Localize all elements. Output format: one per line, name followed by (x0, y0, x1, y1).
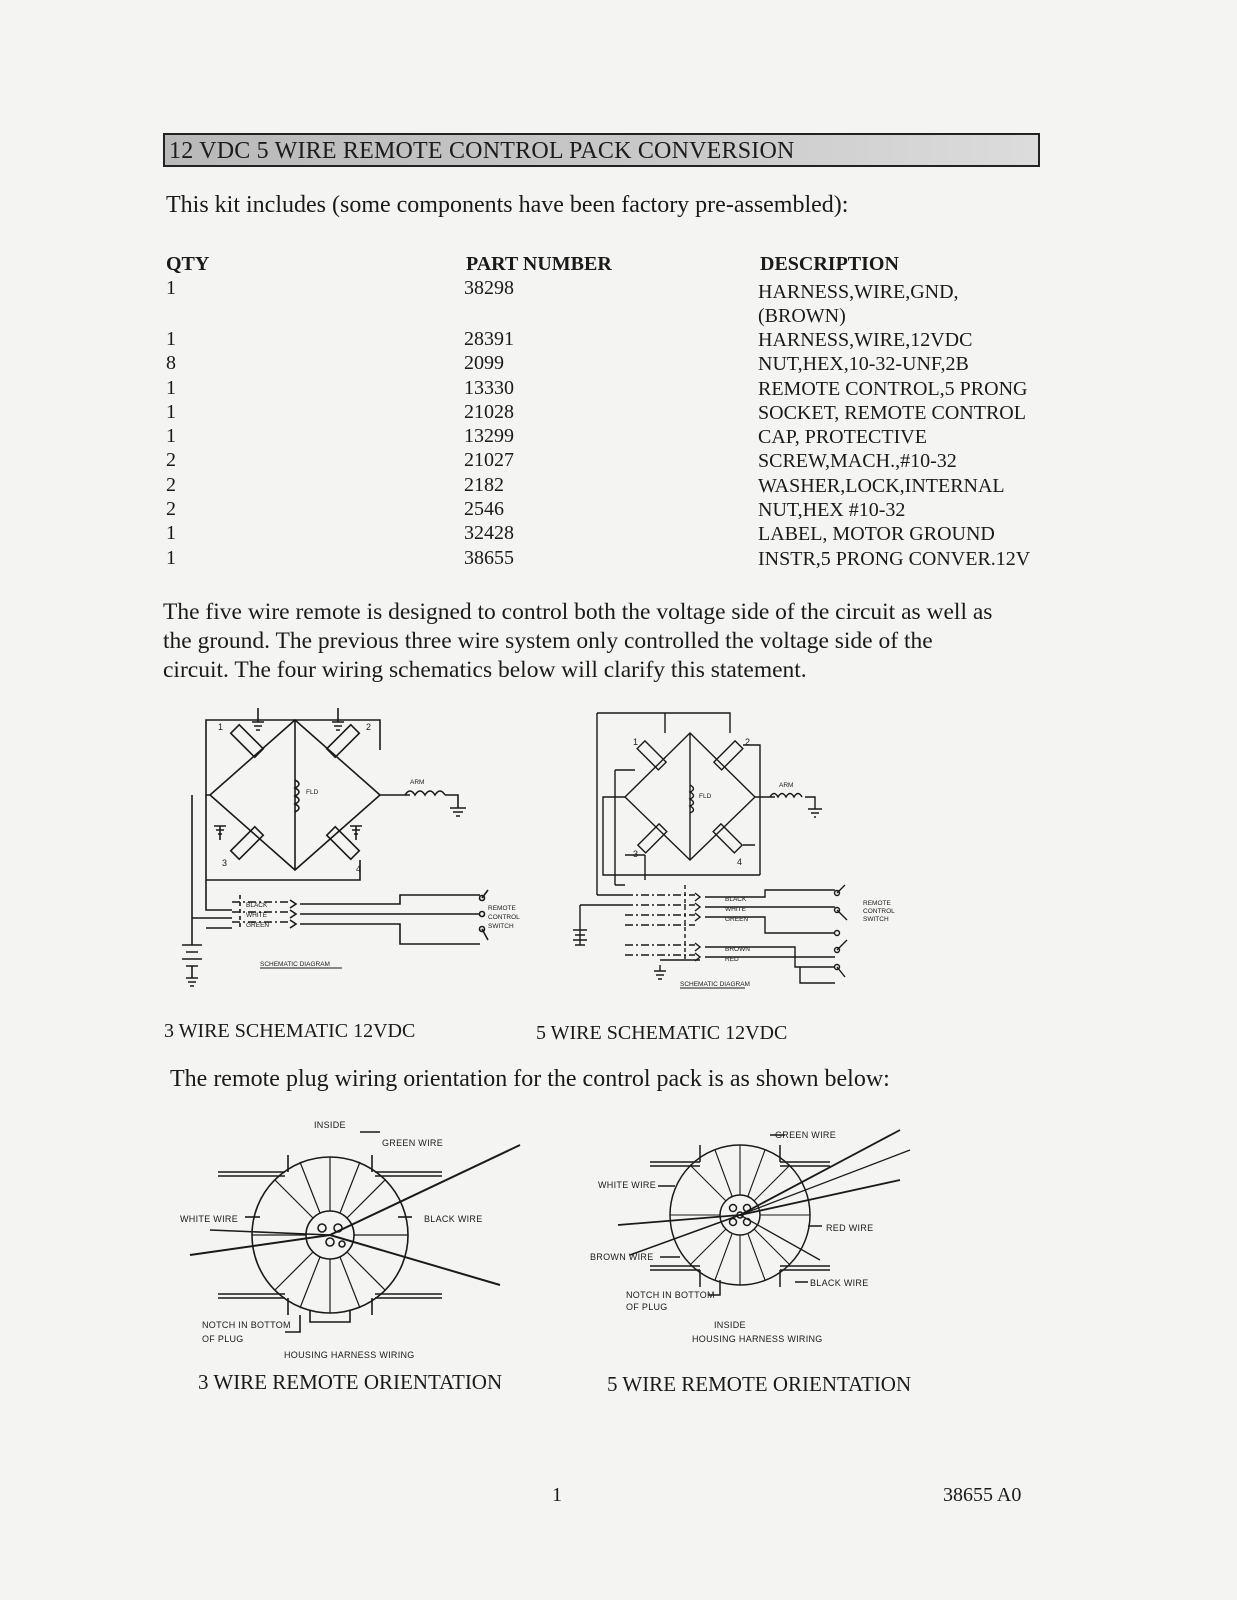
qty-cell: 1 (166, 376, 176, 399)
schematic-diagram-label: SCHEMATIC DIAGRAM (260, 961, 330, 968)
schematic-diagram-label: SCHEMATIC DIAGRAM (680, 981, 750, 988)
terminal-2: 2 (366, 722, 372, 732)
part-cell: 2546 (464, 498, 504, 521)
three-wire-orientation-caption: 3 WIRE REMOTE ORIENTATION (198, 1370, 503, 1394)
page-number: 1 (552, 1484, 562, 1506)
five-wire-orientation-caption: 5 WIRE REMOTE ORIENTATION (607, 1372, 912, 1396)
black-wire-label: BLACK WIRE (810, 1278, 869, 1288)
notch-label-cont: OF PLUG (626, 1302, 668, 1312)
three-wire-plug-diagram (180, 1110, 550, 1370)
part-cell: 13299 (464, 425, 514, 448)
switch-label-1: REMOTE (488, 905, 516, 912)
terminal-4: 4 (737, 857, 743, 867)
inside-label: INSIDE (714, 1320, 746, 1330)
three-wire-schematic-caption: 3 WIRE SCHEMATIC 12VDC (164, 1020, 416, 1042)
qty-cell: 2 (166, 449, 176, 472)
terminal-4: 4 (356, 864, 362, 874)
green-wire-label: GREEN (725, 916, 749, 923)
desc-cell: WASHER,LOCK,INTERNAL (758, 474, 1005, 497)
switch-label-1: REMOTE (863, 900, 891, 907)
terminal-3: 3 (633, 849, 639, 859)
part-cell: 28391 (464, 328, 514, 350)
part-cell: 38298 (464, 277, 514, 299)
desc-cell: REMOTE CONTROL,5 PRONG (758, 377, 1028, 400)
qty-cell: 1 (166, 522, 176, 545)
red-wire-label: RED WIRE (826, 1223, 874, 1233)
desc-cell: LABEL, MOTOR GROUND (758, 523, 995, 546)
desc-column (758, 328, 1030, 571)
inside-label: INSIDE (314, 1120, 346, 1130)
armature-label: ARM (410, 779, 425, 786)
white-wire-label: WHITE (246, 912, 267, 919)
housing-label: HOUSING HARNESS WIRING (284, 1350, 415, 1360)
qty-cell: 8 (166, 352, 176, 375)
table-row (166, 276, 176, 301)
qty-cell: 2 (166, 498, 176, 521)
document-code: 38655 A0 (943, 1484, 1022, 1506)
desc-cell: NUT,HEX,10-32-UNF,2B (758, 353, 969, 376)
notch-label: NOTCH IN BOTTOM (626, 1290, 715, 1300)
desc-cell: NUT,HEX #10-32 (758, 499, 906, 522)
qty-column (166, 327, 176, 570)
part-number-header: PART NUMBER (466, 253, 612, 275)
paragraph-line: the ground. The previous three wire system only controlled the voltage side of the (163, 628, 933, 654)
field-label: FLD (306, 789, 319, 796)
notch-label-cont: OF PLUG (202, 1334, 244, 1344)
qty-cell: 1 (166, 277, 176, 299)
five-wire-plug-diagram (590, 1120, 920, 1360)
desc-cell: CAP, PROTECTIVE (758, 426, 927, 449)
terminal-1: 1 (218, 722, 224, 732)
part-cell: 21027 (464, 449, 514, 472)
qty-cell: 1 (166, 425, 176, 448)
armature-label: ARM (779, 782, 794, 789)
white-wire-label: WHITE (725, 906, 746, 913)
part-column (464, 327, 514, 570)
desc-cell: SCREW,MACH.,#10-32 (758, 450, 957, 473)
part-cell: 2099 (464, 352, 504, 375)
notch-label: NOTCH IN BOTTOM (202, 1320, 291, 1330)
black-wire-label: BLACK (246, 902, 268, 909)
qty-cell: 2 (166, 473, 176, 496)
explanation-paragraph (163, 598, 1043, 685)
desc-cell: HARNESS,WIRE,12VDC (758, 329, 973, 351)
description-header: DESCRIPTION (760, 253, 899, 275)
red-wire-label: RED (725, 956, 739, 963)
white-wire-label: WHITE WIRE (598, 1180, 656, 1190)
desc-cell: INSTR,5 PRONG CONVER.12V (758, 547, 1031, 570)
brown-wire-label: BROWN (725, 946, 750, 953)
switch-label-3: SWITCH (488, 923, 514, 930)
qty-header: QTY (166, 253, 210, 275)
paragraph-line: circuit. The four wiring schematics below will clarify this statement. (163, 657, 807, 683)
housing-label: HOUSING HARNESS WIRING (692, 1334, 823, 1344)
terminal-2: 2 (745, 737, 751, 747)
switch-label-3: SWITCH (863, 916, 889, 923)
five-wire-schematic (565, 705, 905, 995)
black-wire-label: BLACK (725, 896, 747, 903)
part-cell: 21028 (464, 400, 514, 423)
desc-cell-cont: (BROWN) (758, 305, 846, 327)
green-wire-label: GREEN WIRE (382, 1138, 444, 1148)
field-label: FLD (699, 793, 712, 800)
white-wire-label: WHITE WIRE (180, 1214, 238, 1224)
desc-cell: SOCKET, REMOTE CONTROL (758, 401, 1026, 424)
terminal-3: 3 (222, 858, 228, 868)
qty-cell: 1 (166, 400, 176, 423)
intro-text: This kit includes (some components have been factory pre-assembled): (166, 192, 849, 218)
green-wire-label: GREEN WIRE (775, 1130, 837, 1140)
desc-cell: HARNESS,WIRE,GND, (758, 281, 959, 303)
paragraph-line: The five wire remote is designed to control both the voltage side of the circuit as well as (163, 599, 993, 625)
black-wire-label: BLACK WIRE (424, 1214, 483, 1224)
title-banner (163, 133, 1040, 167)
qty-cell: 1 (166, 328, 176, 350)
green-wire-label: GREEN (246, 922, 270, 929)
switch-label-2: CONTROL (863, 908, 895, 915)
qty-cell: 1 (166, 546, 176, 569)
document-title: 12 VDC 5 WIRE REMOTE CONTROL PACK CONVERSION (169, 138, 795, 164)
part-cell: 13330 (464, 376, 514, 399)
terminal-1: 1 (633, 737, 639, 747)
switch-label-2: CONTROL (488, 914, 520, 921)
part-cell: 38655 (464, 546, 514, 569)
plug-orientation-heading: The remote plug wiring orientation for the control pack is as shown below: (170, 1066, 890, 1092)
five-wire-schematic-caption: 5 WIRE SCHEMATIC 12VDC (536, 1022, 788, 1044)
part-cell: 2182 (464, 473, 504, 496)
brown-wire-label: BROWN WIRE (590, 1252, 654, 1262)
part-cell: 32428 (464, 522, 514, 545)
three-wire-schematic (170, 700, 530, 1010)
